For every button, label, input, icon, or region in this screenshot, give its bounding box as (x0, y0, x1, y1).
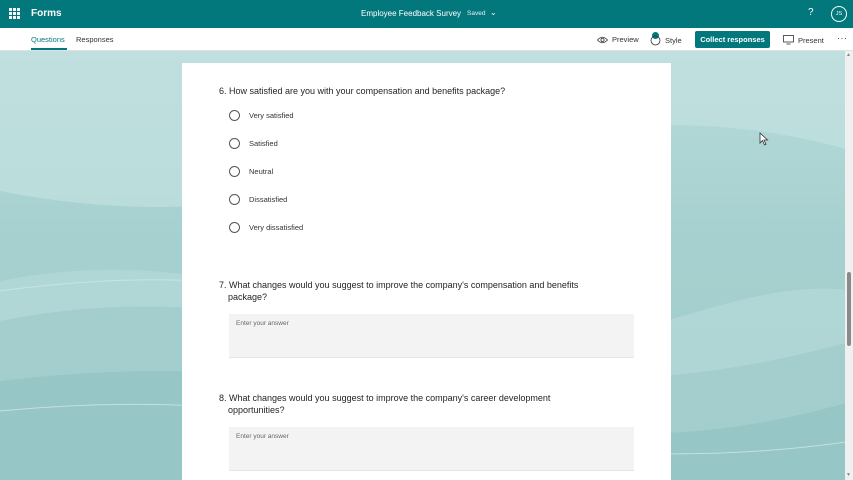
question-8-title (219, 392, 550, 416)
help-button[interactable]: ? (808, 7, 814, 18)
question-8-title-line1: 8. What changes would you suggest to improve the company's career development (219, 393, 551, 403)
radio-button[interactable] (229, 194, 240, 205)
mouse-cursor-icon (759, 132, 769, 146)
radio-button[interactable] (229, 138, 240, 149)
collect-responses-button[interactable]: Collect responses (695, 31, 770, 48)
palette-icon (650, 35, 661, 46)
option-very-satisfied[interactable] (229, 110, 294, 121)
option-very-dissatisfied[interactable] (229, 222, 303, 233)
radio-button[interactable] (229, 222, 240, 233)
present-label: Present (798, 35, 824, 45)
option-label: Very dissatisfied (249, 223, 304, 232)
scrollbar-track[interactable] (845, 51, 853, 480)
tab-responses[interactable]: Responses (76, 35, 114, 44)
question-8-title-line2: opportunities? (228, 405, 285, 415)
form-title[interactable]: Employee Feedback Survey (361, 9, 462, 18)
option-label: Neutral (249, 167, 274, 176)
question-8-answer-input[interactable] (229, 427, 634, 471)
answer-placeholder: Enter your answer (236, 433, 289, 440)
eye-icon (597, 36, 608, 44)
radio-button[interactable] (229, 110, 240, 121)
option-satisfied[interactable] (229, 138, 278, 149)
answer-placeholder: Enter your answer (236, 320, 289, 327)
monitor-icon (783, 35, 794, 45)
chevron-down-icon[interactable]: ⌄ (490, 8, 497, 17)
avatar[interactable]: JS (831, 6, 847, 22)
question-7-title (219, 279, 578, 303)
style-label: Style (665, 36, 682, 45)
tab-questions[interactable]: Questions (31, 35, 65, 44)
scrollbar-thumb[interactable] (847, 272, 851, 346)
option-label: Dissatisfied (249, 195, 288, 204)
option-label: Very satisfied (249, 111, 294, 120)
present-button[interactable] (783, 35, 824, 45)
active-tab-indicator (31, 48, 67, 50)
style-button[interactable] (650, 35, 682, 46)
preview-button[interactable] (597, 35, 639, 44)
option-label: Satisfied (249, 139, 278, 148)
option-dissatisfied[interactable] (229, 194, 287, 205)
scroll-up-icon[interactable]: ▲ (846, 52, 851, 58)
question-6-title: 6. How satisfied are you with your compensation and benefits package? (219, 86, 506, 96)
app-launcher-icon[interactable] (9, 8, 20, 19)
scroll-down-icon[interactable]: ▼ (846, 472, 851, 478)
option-neutral[interactable] (229, 166, 273, 177)
preview-label: Preview (612, 35, 639, 44)
form-card (182, 63, 671, 480)
command-bar (0, 28, 853, 51)
app-bar (0, 0, 853, 28)
more-options-icon[interactable]: ··· (837, 33, 848, 43)
question-7-title-line1: 7. What changes would you suggest to improve the company's compensation and benefits (219, 280, 579, 290)
question-7-answer-input[interactable] (229, 314, 634, 358)
radio-button[interactable] (229, 166, 240, 177)
question-7-title-line2: package? (228, 292, 268, 302)
saved-status: Saved (467, 10, 486, 17)
app-name[interactable]: Forms (31, 8, 62, 19)
